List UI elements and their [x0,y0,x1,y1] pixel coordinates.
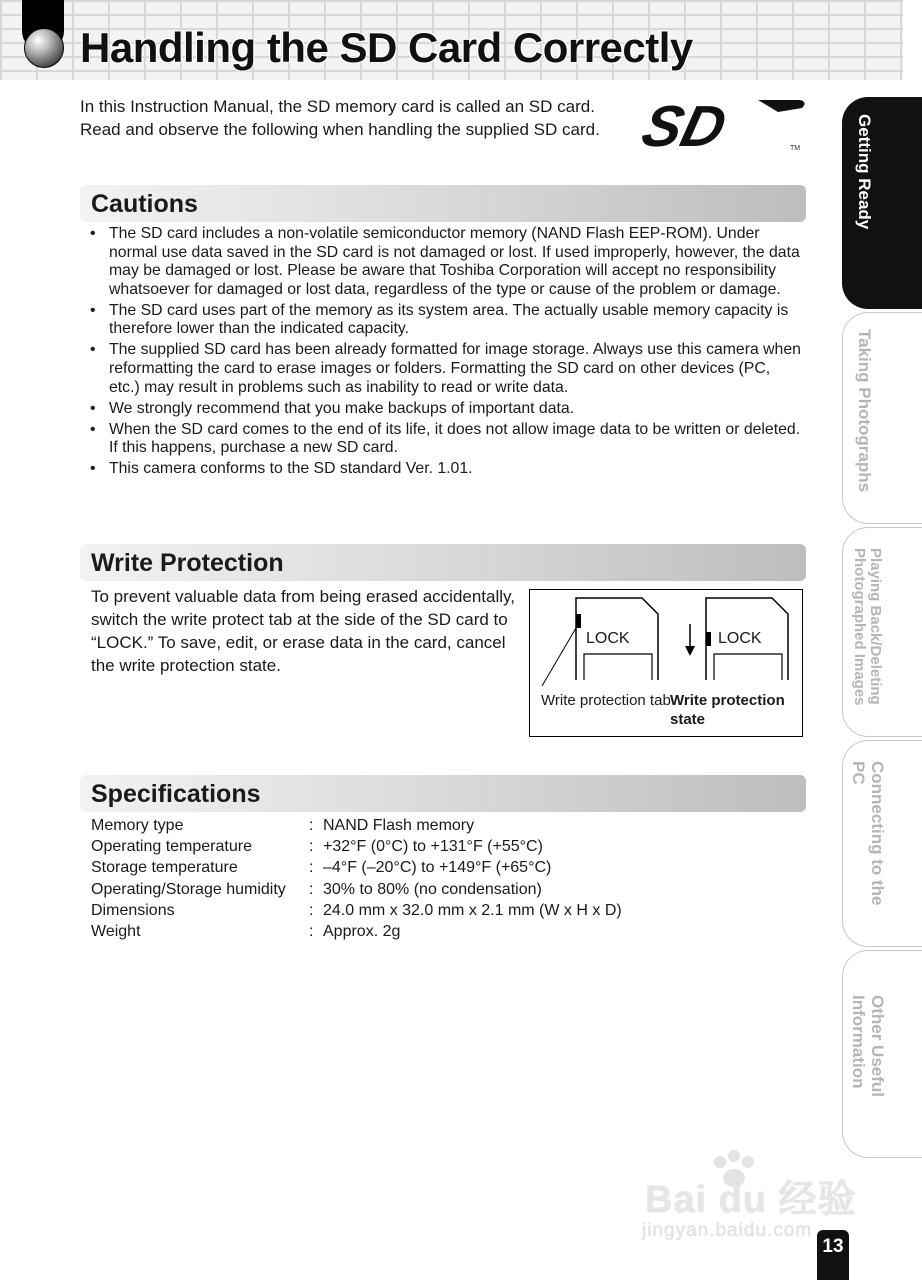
write-protect-tab-left [576,614,581,628]
write-protection-diagram [529,589,803,737]
tab-label: Getting Ready [855,114,874,230]
specifications-table [91,815,622,942]
page-number: 13 [817,1230,849,1280]
svg-text:SD: SD [635,94,733,159]
table-row: Memory type : NAND Flash memory [91,817,475,834]
specifications-heading: Specifications [91,780,261,808]
tab-getting-ready[interactable] [842,97,922,309]
list-item: • This camera conforms to the SD standard Ver. 1.01. [86,460,802,479]
caption-write-protection-tab: Write protection tab [541,692,671,709]
list-item: • We strongly recommend that you make backups of important data. [86,400,802,419]
svg-text:TM: TM [790,145,801,152]
cautions-heading: Cautions [91,190,198,218]
write-protection-heading: Write Protection [91,549,284,577]
table-row: Dimensions : 24.0 mm x 32.0 mm x 2.1 mm (W x H x D) [91,901,622,919]
sd-logo [635,94,810,159]
table-row: Weight : Approx. 2g [91,923,401,941]
lock-label-right: LOCK [718,630,762,647]
write-protect-tab-right [706,632,711,646]
cautions-section-header [80,185,806,222]
watermark-url: jingyan.baidu.com [642,1220,813,1241]
list-item: • When the SD card comes to the end of its life, it does not allow image data to be written or deleted. If this happens, purchase a new SD card. [86,421,802,458]
write-protection-paragraph: To prevent valuable data from being erased accidentally, switch the write protect tab at the side of the SD card to “LOCK.” To save, edit, or erase data in the card, cancel the write protection state. [91,587,515,675]
caption-write-protection-state: Write protection state [670,692,785,728]
specifications-section-header [80,775,806,812]
intro-paragraph: In this Instruction Manual, the SD memory card is called an SD card. Read and observe the following when handling the supplied SD card. [80,97,600,139]
tab-connecting-to-pc[interactable] [842,740,922,947]
tab-label: Connecting to the PC [849,761,887,906]
tab-other-useful-information[interactable] [842,950,922,1158]
tab-label: Playing Back/Deleting Photographed Images [851,548,884,706]
page-title: Handling the SD Card Correctly [80,24,693,71]
list-item: • The SD card uses part of the memory as its system area. The actually usable memory capacity is therefore lower than the indicated capacity. [86,302,802,339]
watermark-text: Bai du 经验 [645,1179,857,1221]
list-item: • The SD card includes a non-volatile semiconductor memory (NAND Flash EEP-ROM). Under normal use data saved in the SD card is not damaged or lost. If used improperly, however, the data may be damaged or lost. Please be aware that Toshiba Corporation will accept no responsibility whatsoever for damaged or lost data, regardless of the type or cause of the problem or damage. [86,225,802,299]
cautions-list [86,225,802,481]
tab-label: Other Useful Information [849,995,887,1098]
leader-line [542,628,576,686]
lock-label-left: LOCK [586,630,630,647]
tab-label: Taking Photographs [855,329,874,493]
tab-taking-photographs[interactable] [842,312,922,524]
list-item: • The supplied SD card has been already formatted for image storage. Always use this camera when reformatting the card to erase images or folders. Formatting the SD card on other devices (PC, etc.) may result in problems such as inability to read or write data. [86,341,802,397]
tab-playing-back-deleting[interactable] [842,527,922,737]
table-row: Storage temperature : –4°F (–20°C) to +149°F (+65°C) [91,859,552,877]
sphere-bullet-icon [24,28,64,68]
table-row: Operating temperature : +32°F (0°C) to +131°F (+55°C) [91,838,543,856]
table-row: Operating/Storage humidity : 30% to 80% (no condensation) [91,880,542,898]
write-protection-section-header [80,544,806,581]
